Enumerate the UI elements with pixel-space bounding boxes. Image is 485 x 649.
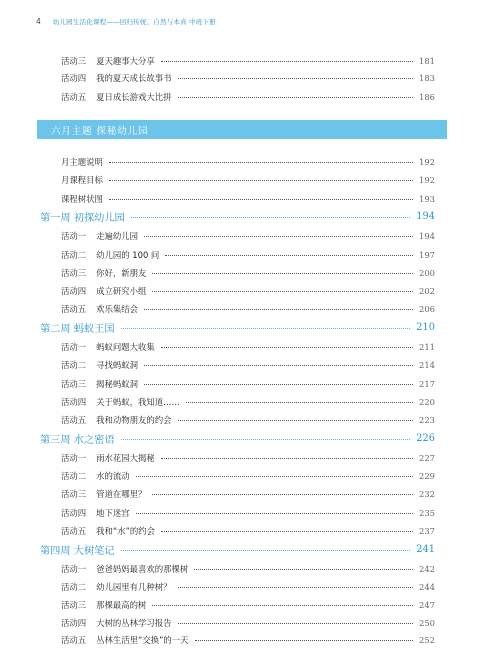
toc-entry[interactable] xyxy=(61,469,435,482)
activity-title: 蚂蚁问题大收集 xyxy=(96,341,155,352)
dot-leader xyxy=(178,623,414,624)
topic-title: 六月主题 探秘幼儿园 xyxy=(51,125,149,137)
page-ref: 194 xyxy=(419,230,435,241)
activity-label: 活动四 xyxy=(61,617,87,628)
toc-entry[interactable] xyxy=(61,395,435,408)
toc-entry[interactable] xyxy=(61,562,435,575)
activity-title: 你好，新朋友 xyxy=(96,267,147,278)
activity-label: 活动二 xyxy=(61,470,87,481)
activity-label: 活动四 xyxy=(61,285,87,296)
dot-leader xyxy=(161,458,413,459)
activity-label: 活动五 xyxy=(61,91,87,102)
activity-title: 揭秘蚂蚁洞 xyxy=(96,378,138,389)
page-ref: 227 xyxy=(419,452,435,463)
toc-entry[interactable] xyxy=(61,302,435,315)
dot-leader xyxy=(121,550,411,551)
toc-entry[interactable] xyxy=(61,413,435,426)
dot-leader xyxy=(121,439,411,440)
activity-label: 活动三 xyxy=(61,599,87,610)
dot-leader xyxy=(144,365,413,366)
activity-label: 活动二 xyxy=(61,359,87,370)
dot-leader xyxy=(152,494,413,495)
activity-label: 活动一 xyxy=(61,563,87,574)
activity-label: 活动四 xyxy=(61,396,87,407)
dot-leader xyxy=(161,531,413,532)
dot-leader xyxy=(178,420,414,421)
activity-title: 关于蚂蚁，我知道…… xyxy=(96,396,180,407)
page-ref: 235 xyxy=(419,507,435,518)
dot-leader xyxy=(165,255,413,256)
page-number: 4 xyxy=(36,16,41,26)
page-ref: 186 xyxy=(419,91,435,102)
dot-leader xyxy=(178,587,414,588)
activity-label: 活动四 xyxy=(61,507,87,518)
page-ref: 217 xyxy=(419,378,435,389)
activity-label: 活动一 xyxy=(61,452,87,463)
week-title: 第四周 大树笔记 xyxy=(40,546,115,557)
toc-entry[interactable] xyxy=(61,358,435,371)
dot-leader xyxy=(109,180,413,181)
dot-leader xyxy=(161,347,413,348)
toc-entry[interactable] xyxy=(61,71,435,84)
dot-leader xyxy=(152,291,413,292)
dot-leader xyxy=(161,61,413,62)
page-ref: 242 xyxy=(419,563,435,574)
page-ref: 192 xyxy=(419,156,435,167)
dot-leader xyxy=(144,309,413,310)
dot-leader xyxy=(195,640,413,641)
activity-title: 夏日成长游戏大比拼 xyxy=(96,91,172,102)
page-ref: 250 xyxy=(419,617,435,628)
page-ref: 214 xyxy=(419,359,435,370)
page-header xyxy=(36,14,216,28)
page-ref: 181 xyxy=(419,55,435,66)
intro-title: 月课程目标 xyxy=(61,174,103,185)
dot-leader xyxy=(131,217,411,218)
activity-label: 活动五 xyxy=(61,414,87,425)
page-ref: 223 xyxy=(419,414,435,425)
activity-label: 活动三 xyxy=(61,378,87,389)
activity-title: 我和“水”的约会 xyxy=(96,525,156,536)
page-ref: 210 xyxy=(416,322,435,333)
activity-title: 雨水花园大揭秘 xyxy=(96,452,155,463)
page-ref: 194 xyxy=(416,211,435,222)
week-heading[interactable] xyxy=(40,431,435,446)
dot-leader xyxy=(152,605,413,606)
activity-label: 活动三 xyxy=(61,55,87,66)
page-ref: 244 xyxy=(419,581,435,592)
dot-leader xyxy=(136,513,413,514)
toc-entry[interactable] xyxy=(61,266,435,279)
week-heading[interactable] xyxy=(40,320,435,335)
activity-label: 活动四 xyxy=(61,72,87,83)
dot-leader xyxy=(136,476,413,477)
activity-title: 欢乐集结会 xyxy=(96,303,138,314)
dot-leader xyxy=(109,199,413,200)
activity-title: 成立研究小组 xyxy=(96,285,147,296)
dot-leader xyxy=(186,402,413,403)
page-ref: 202 xyxy=(419,285,435,296)
toc-entry[interactable] xyxy=(61,633,435,646)
activity-label: 活动五 xyxy=(61,303,87,314)
toc-entry[interactable] xyxy=(61,90,435,103)
page-ref: 220 xyxy=(419,396,435,407)
toc-entry[interactable] xyxy=(61,248,435,261)
activity-title: 夏天趣事大分享 xyxy=(96,55,155,66)
toc-entry[interactable] xyxy=(61,616,435,629)
activity-label: 活动五 xyxy=(61,525,87,536)
activity-title: 幼儿园的 100 问 xyxy=(96,249,160,260)
week-heading[interactable] xyxy=(40,542,435,557)
toc-entry[interactable] xyxy=(61,173,435,186)
page-ref: 252 xyxy=(419,634,435,645)
intro-title: 月主题说明 xyxy=(61,156,103,167)
toc-entry[interactable] xyxy=(61,192,435,205)
toc-entry[interactable] xyxy=(61,155,435,168)
page-ref: 200 xyxy=(419,267,435,278)
page-ref: 232 xyxy=(419,488,435,499)
book-title: 幼儿园生活化课程——回归传统、自然与本真 中班下册 xyxy=(52,17,216,26)
dot-leader xyxy=(109,162,413,163)
page-ref: 226 xyxy=(416,433,435,444)
page-ref: 241 xyxy=(416,544,435,555)
activity-label: 活动二 xyxy=(61,249,87,260)
toc-entry[interactable] xyxy=(61,377,435,390)
page-ref: 193 xyxy=(419,193,435,204)
toc-entry[interactable] xyxy=(61,524,435,537)
activity-label: 活动一 xyxy=(61,341,87,352)
activity-title: 爸爸妈妈最喜欢的那棵树 xyxy=(96,563,189,574)
toc-entry[interactable] xyxy=(61,284,435,297)
toc-entry[interactable] xyxy=(61,229,435,242)
toc-entry[interactable] xyxy=(61,340,435,353)
activity-label: 活动五 xyxy=(61,634,87,645)
activity-title: 大树的丛林学习报告 xyxy=(96,617,172,628)
activity-title: 水的流动 xyxy=(96,470,130,481)
toc-entry[interactable] xyxy=(61,506,435,519)
week-title: 第三周 水之密语 xyxy=(40,435,115,446)
activity-title: 我和动物朋友的约会 xyxy=(96,414,172,425)
page-ref: 237 xyxy=(419,525,435,536)
page-ref: 229 xyxy=(419,470,435,481)
dot-leader xyxy=(178,78,414,79)
activity-label: 活动三 xyxy=(61,488,87,499)
activity-label: 活动三 xyxy=(61,267,87,278)
dot-leader xyxy=(194,569,413,570)
page-ref: 247 xyxy=(419,599,435,610)
activity-label: 活动二 xyxy=(61,581,87,592)
week-heading[interactable] xyxy=(40,209,435,224)
week-title: 第二周 蚂蚁王国 xyxy=(40,324,115,335)
page-ref: 206 xyxy=(419,303,435,314)
page-ref: 211 xyxy=(419,341,435,352)
activity-title: 地下迷宫 xyxy=(96,507,130,518)
page-ref: 183 xyxy=(419,72,435,83)
page-ref: 197 xyxy=(419,249,435,260)
dot-leader xyxy=(152,273,413,274)
intro-title: 课程树状图 xyxy=(61,193,103,204)
topic-banner xyxy=(37,120,447,139)
week-title: 第一周 初探幼儿园 xyxy=(40,213,125,224)
toc-entry[interactable] xyxy=(61,54,435,67)
dot-leader xyxy=(121,328,411,329)
activity-label: 活动一 xyxy=(61,230,87,241)
activity-title: 管道在哪里？ xyxy=(96,488,147,499)
activity-title: 幼儿园里有几种树？ xyxy=(96,581,172,592)
activity-title: 寻找蚂蚁洞 xyxy=(96,359,138,370)
activity-title: 走遍幼儿园 xyxy=(96,230,138,241)
page-ref: 192 xyxy=(419,174,435,185)
dot-leader xyxy=(144,384,413,385)
activity-title: 我的夏天成长故事书 xyxy=(96,72,172,83)
activity-title: 那棵最高的树 xyxy=(96,599,147,610)
toc-entry[interactable] xyxy=(61,598,435,611)
toc-entry[interactable] xyxy=(61,487,435,500)
dot-leader xyxy=(178,97,414,98)
dot-leader xyxy=(144,236,413,237)
activity-title: 丛林生活里“交换”的一天 xyxy=(96,634,189,645)
toc-entry[interactable] xyxy=(61,451,435,464)
toc-entry[interactable] xyxy=(61,580,435,593)
